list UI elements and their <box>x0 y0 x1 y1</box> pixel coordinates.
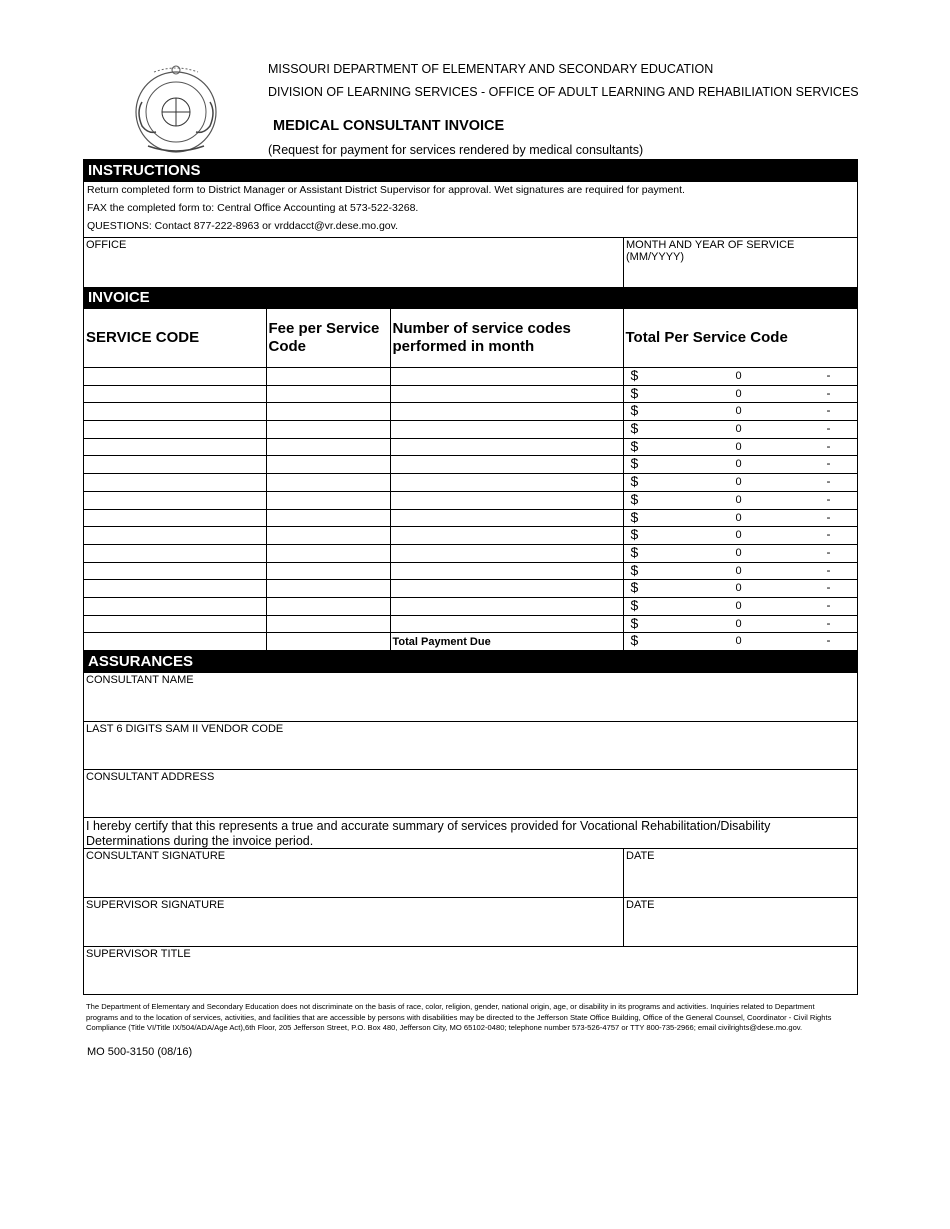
row-total-amount: 0 <box>735 423 742 436</box>
form-number: MO 500-3150 (08/16) <box>87 1046 193 1058</box>
fee-header: Fee per Service Code <box>266 309 390 368</box>
supervisor-date-label: DATE <box>626 899 655 911</box>
amount-dash: - <box>826 580 831 595</box>
amount-dash: - <box>826 456 831 471</box>
currency-symbol: $ <box>630 384 639 401</box>
invoice-row <box>84 456 857 474</box>
service-code-cell[interactable] <box>84 509 266 527</box>
office-row <box>84 237 857 287</box>
page-title: MEDICAL CONSULTANT INVOICE <box>273 118 505 134</box>
invoice-row <box>84 438 857 456</box>
assurances-heading: ASSURANCES <box>84 651 857 673</box>
row-total-cell <box>623 580 857 598</box>
count-cell[interactable] <box>390 509 623 527</box>
row-total-cell <box>623 491 857 509</box>
instructions-heading: INSTRUCTIONS <box>84 160 857 182</box>
service-code-cell[interactable] <box>84 527 266 545</box>
count-cell[interactable] <box>390 615 623 633</box>
currency-symbol: $ <box>630 490 639 507</box>
amount-dash: - <box>826 509 831 524</box>
fee-cell[interactable] <box>266 421 390 439</box>
count-cell[interactable] <box>390 456 623 474</box>
count-cell[interactable] <box>390 438 623 456</box>
amount-dash: - <box>826 491 831 506</box>
service-code-cell[interactable] <box>84 562 266 580</box>
currency-symbol: $ <box>630 561 639 578</box>
supervisor-title-field[interactable] <box>84 946 857 994</box>
row-total-cell <box>623 456 857 474</box>
fee-cell[interactable] <box>266 544 390 562</box>
invoice-row <box>84 544 857 562</box>
row-total-amount: 0 <box>735 617 742 630</box>
amount-dash: - <box>826 597 831 612</box>
certification-statement: I hereby certify that this represents a true and accurate summary of services provided for Vocational Rehabilitation/Disability Determinations during the invoice period. <box>84 817 857 848</box>
total-blank-cell <box>84 633 266 651</box>
service-code-cell[interactable] <box>84 580 266 598</box>
row-total-amount: 0 <box>735 458 742 471</box>
currency-symbol: $ <box>630 455 639 472</box>
currency-symbol: $ <box>630 473 639 490</box>
fee-cell[interactable] <box>266 527 390 545</box>
count-cell[interactable] <box>390 580 623 598</box>
count-cell[interactable] <box>390 403 623 421</box>
amount-dash: - <box>826 385 831 400</box>
currency-symbol: $ <box>630 543 639 560</box>
currency-symbol: $ <box>630 526 639 543</box>
fee-cell[interactable] <box>266 385 390 403</box>
row-total-cell <box>623 615 857 633</box>
amount-dash: - <box>826 368 831 382</box>
division-name: DIVISION OF LEARNING SERVICES - OFFICE OF ADULT LEARNING AND REHABILIATION SERVICES <box>268 85 859 99</box>
instruction-line: Return completed form to District Manager or Assistant District Supervisor for approval. Wet signatures are required for payment. <box>87 184 685 196</box>
fee-cell[interactable] <box>266 456 390 474</box>
total-payment-label: Total Payment Due <box>390 633 623 651</box>
supervisor-signature-row <box>84 897 857 946</box>
count-cell[interactable] <box>390 474 623 492</box>
row-total-cell <box>623 597 857 615</box>
supervisor-title-label: SUPERVISOR TITLE <box>86 948 191 960</box>
service-month-label: MONTH AND YEAR OF SERVICE (MM/YYYY) <box>626 239 795 263</box>
invoice-row <box>84 474 857 492</box>
service-code-cell[interactable] <box>84 491 266 509</box>
amount-dash: - <box>826 403 831 418</box>
row-total-cell <box>623 544 857 562</box>
instruction-line: QUESTIONS: Contact 877-222-8963 or vrddacct@vr.dese.mo.gov. <box>87 220 399 232</box>
invoice-row <box>84 491 857 509</box>
count-cell[interactable] <box>390 491 623 509</box>
missouri-state-seal-icon <box>124 62 228 154</box>
invoice-row <box>84 562 857 580</box>
service-code-cell[interactable] <box>84 368 266 386</box>
amount-dash: - <box>826 527 831 542</box>
consultant-date-label: DATE <box>626 850 655 862</box>
currency-symbol: $ <box>630 579 639 596</box>
fee-cell[interactable] <box>266 368 390 386</box>
row-total-amount: 0 <box>735 440 742 453</box>
currency-symbol: $ <box>630 632 639 649</box>
row-total-amount: 0 <box>735 511 742 524</box>
amount-dash: - <box>826 421 831 436</box>
amount-dash: - <box>826 633 831 648</box>
count-cell[interactable] <box>390 421 623 439</box>
fee-cell[interactable] <box>266 509 390 527</box>
invoice-table <box>84 309 857 651</box>
row-total-cell <box>623 438 857 456</box>
currency-symbol: $ <box>630 402 639 419</box>
vendor-code-label: LAST 6 DIGITS SAM II VENDOR CODE <box>86 723 284 735</box>
amount-dash: - <box>826 544 831 559</box>
count-cell[interactable] <box>390 527 623 545</box>
consultant-signature-row <box>84 848 857 897</box>
currency-symbol: $ <box>630 508 639 525</box>
service-code-cell[interactable] <box>84 615 266 633</box>
invoice-form <box>83 159 858 995</box>
currency-symbol: $ <box>630 596 639 613</box>
invoice-row <box>84 509 857 527</box>
consultant-name-label: CONSULTANT NAME <box>86 674 194 686</box>
total-blank-cell <box>266 633 390 651</box>
count-header: Number of service codes performed in month <box>390 309 623 368</box>
consultant-address-label: CONSULTANT ADDRESS <box>86 771 215 783</box>
vendor-code-field[interactable] <box>84 721 857 769</box>
instruction-line: FAX the completed form to: Central Office Accounting at 573-522-3268. <box>87 202 419 214</box>
invoice-row <box>84 527 857 545</box>
fee-cell[interactable] <box>266 580 390 598</box>
row-total-amount: 0 <box>735 493 742 506</box>
row-total-cell <box>623 368 857 386</box>
total-row <box>84 633 857 651</box>
invoice-row <box>84 403 857 421</box>
count-cell[interactable] <box>390 597 623 615</box>
count-cell[interactable] <box>390 368 623 386</box>
count-cell[interactable] <box>390 544 623 562</box>
service-month-field[interactable] <box>623 238 857 287</box>
invoice-row <box>84 615 857 633</box>
row-total-cell <box>623 421 857 439</box>
service-code-cell[interactable] <box>84 474 266 492</box>
supervisor-date-field[interactable] <box>623 898 857 946</box>
amount-dash: - <box>826 438 831 453</box>
consultant-date-field[interactable] <box>623 849 857 897</box>
amount-dash: - <box>826 562 831 577</box>
service-code-cell[interactable] <box>84 421 266 439</box>
service-code-header: SERVICE CODE <box>84 309 266 368</box>
invoice-row <box>84 580 857 598</box>
row-total-cell <box>623 385 857 403</box>
row-total-amount: 0 <box>735 529 742 542</box>
row-total-amount: 0 <box>735 370 742 382</box>
row-total-cell <box>623 403 857 421</box>
nondiscrimination-notice: The Department of Elementary and Secondary Education does not discriminate on the basis of race, color, religion, gender, national origin, age, or disability in its programs and activities. Inquiries related to Department programs and to the location of services, activities, and facilities that are accessible by persons with disabilities may be directed to the Jefferson State Office Building, Office of the General Counsel, Coordinator - Civil Rights Compliance (Title VI/Title IX/504/ADA/Age Act),6th Floor, 205 Jefferson Street, P.O. Box 480, Jefferson City, MO 65102-0480; telephone number 573-526-4757 or TTY 800-735-2966; email civilrights@dese.mo.gov. <box>86 1002 832 1032</box>
fee-cell[interactable] <box>266 438 390 456</box>
office-field[interactable] <box>84 238 623 287</box>
service-code-cell[interactable] <box>84 456 266 474</box>
total-payment-value <box>623 633 857 651</box>
row-total-amount: 0 <box>735 546 742 559</box>
row-total-amount: 0 <box>735 599 742 612</box>
service-code-cell[interactable] <box>84 403 266 421</box>
invoice-row <box>84 368 857 386</box>
currency-symbol: $ <box>630 420 639 437</box>
row-total-cell <box>623 562 857 580</box>
row-total-cell <box>623 509 857 527</box>
fee-cell[interactable] <box>266 474 390 492</box>
count-cell[interactable] <box>390 385 623 403</box>
service-code-cell[interactable] <box>84 597 266 615</box>
row-total-amount: 0 <box>735 405 742 418</box>
consultant-signature-label: CONSULTANT SIGNATURE <box>86 850 226 862</box>
amount-dash: - <box>826 474 831 489</box>
amount-dash: - <box>826 615 831 630</box>
fee-cell[interactable] <box>266 403 390 421</box>
invoice-row <box>84 597 857 615</box>
currency-symbol: $ <box>630 367 639 383</box>
fee-cell[interactable] <box>266 562 390 580</box>
consultant-address-field[interactable] <box>84 769 857 817</box>
row-total-amount: 0 <box>735 476 742 489</box>
row-total-cell <box>623 527 857 545</box>
consultant-signature-field[interactable] <box>84 849 623 897</box>
row-total-amount: 0 <box>735 564 742 577</box>
page-subtitle: (Request for payment for services rendered by medical consultants) <box>268 143 644 157</box>
row-total-cell <box>623 474 857 492</box>
fee-cell[interactable] <box>266 597 390 615</box>
service-code-cell[interactable] <box>84 438 266 456</box>
invoice-row <box>84 421 857 439</box>
supervisor-signature-label: SUPERVISOR SIGNATURE <box>86 899 225 911</box>
invoice-row <box>84 385 857 403</box>
agency-name: MISSOURI DEPARTMENT OF ELEMENTARY AND SECONDARY EDUCATION <box>268 62 714 76</box>
row-total-amount: 0 <box>735 582 742 595</box>
invoice-heading: INVOICE <box>84 287 857 309</box>
fee-cell[interactable] <box>266 491 390 509</box>
fee-cell[interactable] <box>266 615 390 633</box>
office-label: OFFICE <box>86 239 127 251</box>
currency-symbol: $ <box>630 437 639 454</box>
consultant-name-field[interactable] <box>84 673 857 721</box>
count-cell[interactable] <box>390 562 623 580</box>
total-amount: 0 <box>735 635 742 648</box>
service-code-cell[interactable] <box>84 385 266 403</box>
service-code-cell[interactable] <box>84 544 266 562</box>
row-total-amount: 0 <box>735 387 742 400</box>
total-header: Total Per Service Code <box>623 309 857 368</box>
currency-symbol: $ <box>630 614 639 631</box>
supervisor-signature-field[interactable] <box>84 898 623 946</box>
